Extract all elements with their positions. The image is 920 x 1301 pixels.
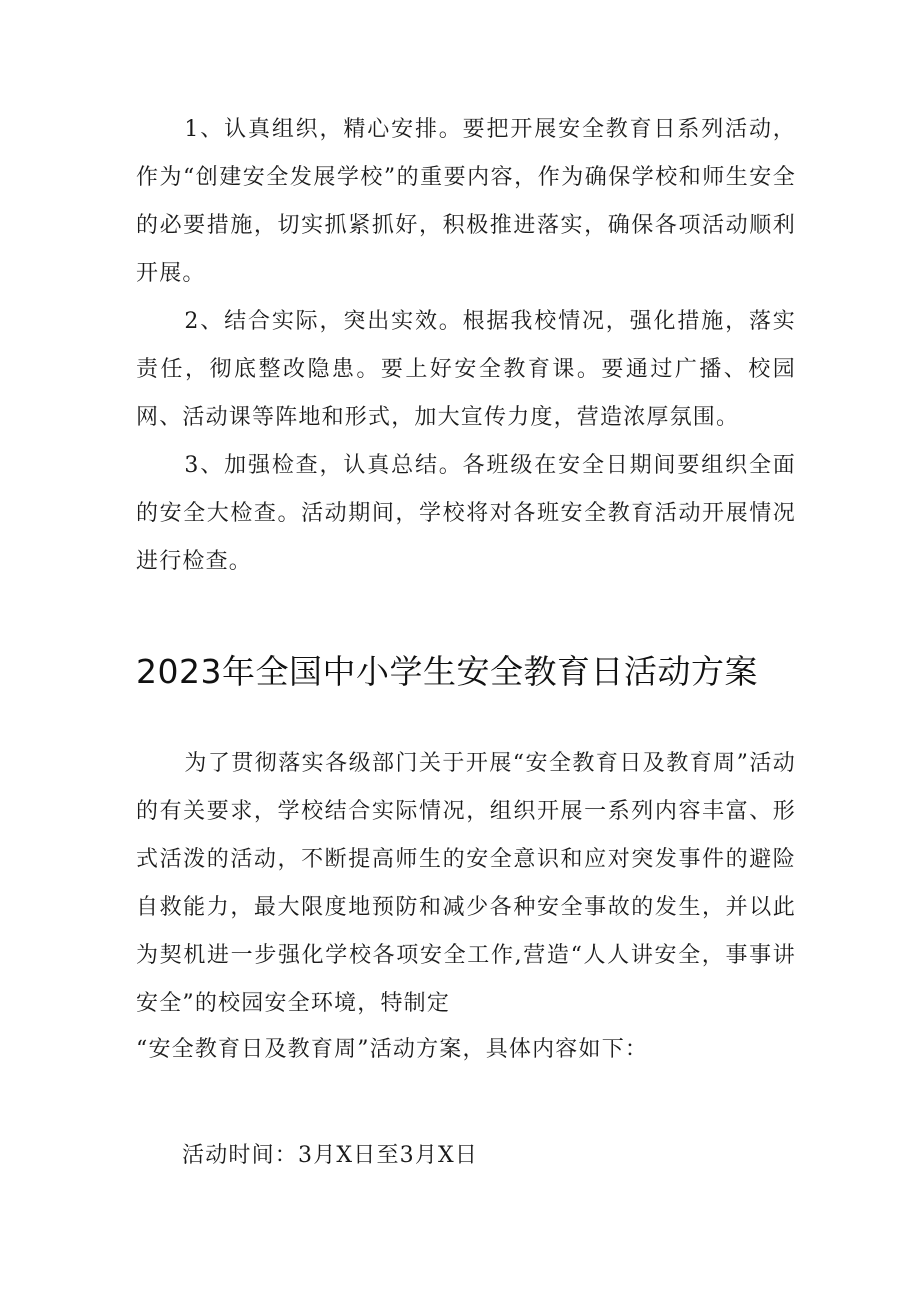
section-2-paragraph: 2、结合实际，突出实效。根据我校情况，强化措施，落实责任，彻底整改隐患。要上好安全教育课。要通过广播、校园网、活动课等阵地和形式，加大宣传力度，营造浓厚氛围。 bbox=[136, 309, 796, 430]
intro-paragraph: 为了贯彻落实各级部门关于开展“安全教育日及教育周”活动的有关要求，学校结合实际情况，组织开展一系列内容丰富、形式活泼的活动，不断提高师生的安全意识和应对突发事件的避险自救能力，最大限度地预防和减少各种安全事故的发生，并以此为契机进一步强化学校各项安全工作,营造“人人讲安全，事事讲安全”的校园安全环境，特制定 bbox=[136, 751, 796, 1016]
intro-continuation: “安全教育日及教育周”活动方案，具体内容如下： bbox=[136, 1037, 649, 1062]
activity-time: 活动时间：3月X日至3月X日 bbox=[182, 1143, 479, 1168]
section-3-paragraph: 3、加强检查，认真总结。各班级在安全日期间要组织全面的安全大检查。活动期间，学校将对各班安全教育活动开展情况进行检查。 bbox=[136, 453, 796, 574]
document-title: 2023年全国中小学生安全教育日活动方案 bbox=[136, 652, 758, 691]
section-1-paragraph: 1、认真组织，精心安排。要把开展安全教育日系列活动，作为“创建安全发展学校”的重要内容，作为确保学校和师生安全的必要措施，切实抓紧抓好，积极推进落实，确保各项活动顺利开展。 bbox=[136, 117, 796, 286]
